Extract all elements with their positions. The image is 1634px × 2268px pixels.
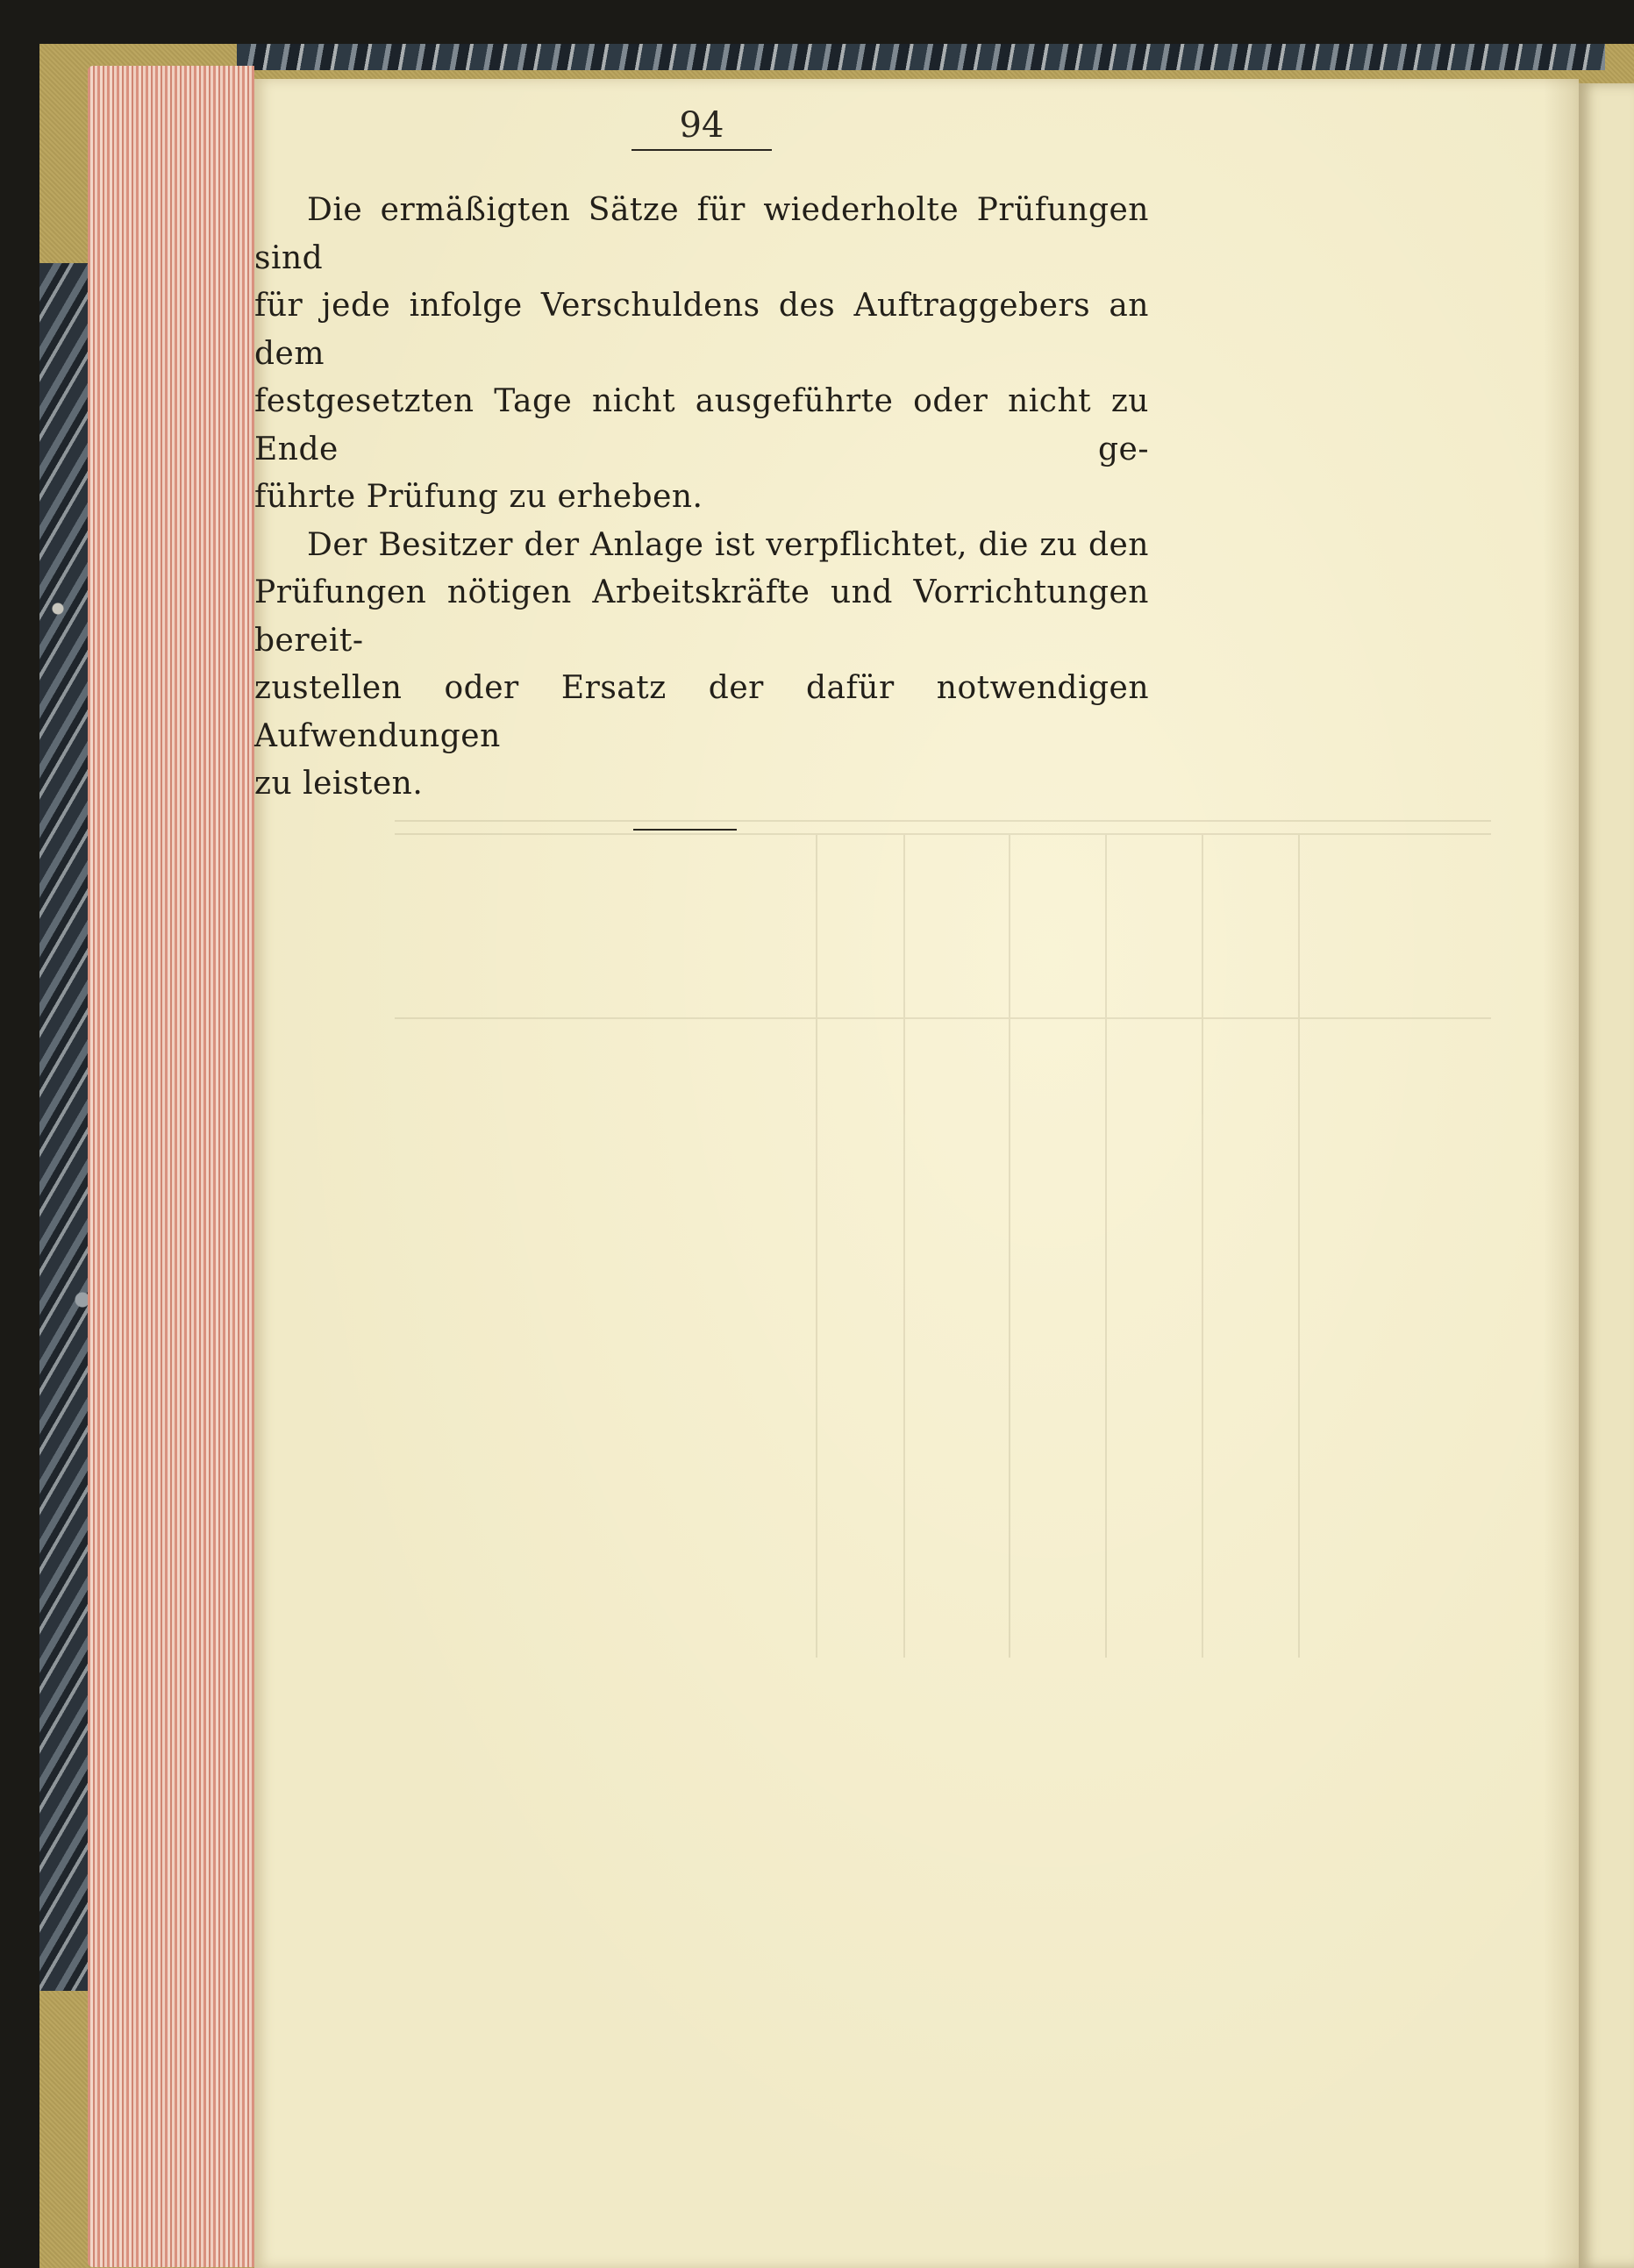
paragraph-1-line-1: Die ermäßigten Sätze für wiederholte Prüfungen sind xyxy=(254,192,1149,276)
page-edges xyxy=(88,66,254,2267)
paragraph-1-line-3: festgesetzten Tage nicht ausgeführte oder nicht zu Ende ge- xyxy=(254,383,1149,467)
page-number: 94 xyxy=(679,105,724,146)
facing-page-edge xyxy=(1579,83,1634,2268)
paragraph-2-line-2: Prüfungen nötigen Arbeitskräfte und Vorrichtungen bereit- xyxy=(254,574,1149,659)
paragraph-2-line-4: zu leisten. xyxy=(254,766,424,802)
paragraph-2-line-3: zustellen oder Ersatz der dafür notwendigen Aufwendungen xyxy=(254,670,1149,754)
body-text xyxy=(254,187,1149,809)
paragraph-2-line-1: Der Besitzer der Anlage ist verpflichtet, die zu den xyxy=(307,526,1149,563)
marbled-board-top xyxy=(237,44,1605,70)
page-gutter-shadow xyxy=(1544,79,1579,2268)
page-number-rule xyxy=(631,149,772,151)
paragraph-1-line-4: führte Prüfung zu erheben. xyxy=(254,479,703,515)
paragraph-1-line-2: für jede infolge Verschuldens des Auftraggebers an dem xyxy=(254,288,1149,372)
section-divider xyxy=(633,829,737,831)
